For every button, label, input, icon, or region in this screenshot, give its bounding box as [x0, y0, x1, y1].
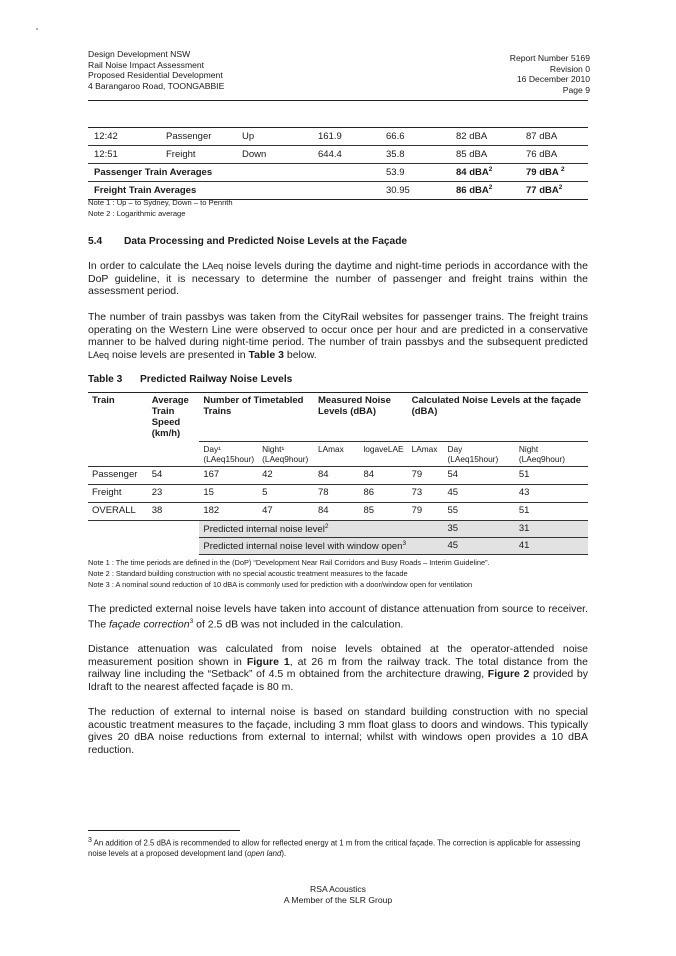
table-caption: [88, 374, 292, 385]
cell: 51: [515, 466, 588, 484]
header-row: [88, 393, 588, 442]
table-note: Note 1 : The time periods are defined in the (DoP) “Development Near Rail Corridors and Busy Roads – Interim Guideline”.: [88, 558, 490, 567]
header-line: Proposed Residential Development: [88, 70, 223, 81]
subheader-calc-night: Night (LAeq9hour): [515, 441, 588, 466]
footer-company: RSA Acoustics: [310, 884, 366, 894]
paragraph: The reduction of external to internal noise is based on standard building construction with no special acoustic treatment measures to the façade, including 3 mm float glass to doors and windows. This typically gives 20 dBA noise reductions from external to internal; whilst with windows open provides a 10 dBA reduction.: [88, 706, 588, 756]
scan-speck: [36, 28, 38, 30]
cell: 42: [258, 466, 314, 484]
table-note: Note 2 : Logarithmic average: [88, 209, 186, 218]
cell: 12:42: [88, 128, 160, 146]
predicted-night: 31: [515, 520, 588, 537]
cell: Down: [236, 146, 312, 164]
header-divider: [88, 100, 588, 101]
cell: 161.9: [312, 128, 380, 146]
cell: 78: [314, 484, 359, 502]
avg-speed: 30.95: [380, 182, 450, 200]
predicted-label: Predicted internal noise level$^2$: [199, 520, 443, 537]
train-passby-table: [88, 127, 588, 200]
page-number: Page 9: [562, 84, 590, 95]
subheader-lamax: LAmax: [314, 441, 359, 466]
subheader-lamax: LAmax: [408, 441, 444, 466]
table-note: Note 3 : A nominal sound reduction of 10 dBA is commonly used for prediction with a door/window open for ventilation: [88, 580, 473, 589]
section-title: Data Processing and Predicted Noise Levels at the Façade: [124, 236, 408, 247]
cell: Up: [236, 128, 312, 146]
subheader-night: Night¹ (LAeq9hour): [258, 441, 314, 466]
paragraph: In order to calculate the LAeq noise levels during the daytime and night-time periods in accordance with the DoP guideline, it is necessary to determine the number of passenger and freight trains within the assessment period.: [88, 260, 588, 297]
table-row: [88, 146, 588, 164]
avg-night: 79 dBA $^2$: [520, 164, 588, 182]
cell: 84: [314, 502, 359, 520]
cell: 43: [515, 484, 588, 502]
header-right: [510, 53, 590, 95]
cell: 38: [148, 502, 200, 520]
avg-speed: 53.9: [380, 164, 450, 182]
report-date: 16 December 2010: [516, 74, 590, 85]
cell: 84: [359, 466, 407, 484]
paragraph: The predicted external noise levels have taken into account of distance attenuation from source to receiver. The façade correction$^3$ of 2.5 dB was not included in the calculation.: [88, 603, 588, 630]
predicted-day: 35: [443, 520, 514, 537]
cell: 66.6: [380, 128, 450, 146]
header-line: Design Development NSW: [88, 49, 191, 59]
table-row: [88, 484, 588, 502]
header-line: 4 Barangaroo Road, TOONGABBIE: [88, 80, 225, 91]
cell: Passenger: [88, 466, 148, 484]
col-header-calculated: Calculated Noise Levels at the façade (dBA): [408, 393, 588, 442]
cell: 79: [408, 502, 444, 520]
cell: 55: [443, 502, 514, 520]
subheader-logave: logaveLAE: [359, 441, 407, 466]
report-number: Report Number 5169: [509, 53, 590, 63]
cell: 85 dBA: [450, 146, 520, 164]
table-title: Predicted Railway Noise Levels: [140, 374, 293, 385]
predicted-night: 41: [515, 537, 588, 554]
page-footer: [0, 884, 676, 906]
cell: 82 dBA: [450, 128, 520, 146]
col-header-speed: Average Train Speed (km/h): [148, 393, 200, 442]
col-header-timetabled: Number of Timetabled Trains: [199, 393, 314, 442]
cell: 79: [408, 466, 444, 484]
table-row: [88, 128, 588, 146]
cell: Passenger: [160, 128, 236, 146]
table1-notes: [88, 197, 233, 219]
cell: 23: [148, 484, 200, 502]
cell: OVERALL: [88, 502, 148, 520]
paragraph: The number of train passbys was taken from the CityRail websites for passenger trains. The freight trains operating on the Western Line were observed to occur once per hour and are predicted in a conservative manner to be halved during night-time period. The number of train passbys and the subsequent predicted LAeq noise levels are presented in Table 3 below.: [88, 311, 588, 361]
table-row: [88, 502, 588, 520]
cell: 51: [515, 502, 588, 520]
table-note: Note 2 : Standard building construction with no special acoustic treatment measures to the facade: [88, 569, 408, 578]
footnote: $^3$ An addition of 2.5 dBA is recommended to allow for reflected energy at 1 m from the critical façade. The correction is applicable for assessing noise levels at a proposed development land (open land).: [88, 837, 581, 858]
subheader-row: [88, 441, 588, 466]
predicted-label: Predicted internal noise level with window open$^3$: [199, 537, 443, 554]
avg-day: 86 dBA$^2$: [450, 182, 520, 200]
header-left: [88, 49, 224, 91]
cell: 35.8: [380, 146, 450, 164]
table3-notes: [88, 557, 490, 590]
avg-label: Freight Train Averages: [88, 182, 380, 200]
average-row: [88, 164, 588, 182]
cell: 12:51: [88, 146, 160, 164]
paragraph: Distance attenuation was calculated from noise levels obtained at the operator-attended noise measurement position shown in Figure 1, at 26 m from the railway track. The total distance from the railway line including the “Setback” of 4.5 m obtained from the architecture drawing, Figure 2 provided by Idraft to the nearest affected façade is 80 m.: [88, 643, 588, 693]
avg-night: 77 dBA$^2$: [520, 182, 588, 200]
section-heading: [88, 236, 407, 247]
cell: 15: [199, 484, 258, 502]
cell: 167: [199, 466, 258, 484]
predicted-noise-table: [88, 392, 588, 555]
footnote-divider: [88, 830, 240, 831]
col-header-train: Train: [88, 393, 148, 442]
cell: 54: [148, 466, 200, 484]
subheader-calc-day: Day (LAeq15hour): [443, 441, 514, 466]
cell: 84: [314, 466, 359, 484]
predicted-row: [88, 537, 588, 554]
header-line: Rail Noise Impact Assessment: [88, 59, 205, 70]
section-number: 5.4: [88, 236, 103, 247]
cell: Freight: [160, 146, 236, 164]
cell: 86: [359, 484, 407, 502]
cell: 45: [443, 484, 514, 502]
cell: 54: [443, 466, 514, 484]
table-note: Note 1 : Up – to Sydney, Down – to Penrith: [88, 198, 233, 207]
cell: 73: [408, 484, 444, 502]
cell: 76 dBA: [520, 146, 588, 164]
table-row: [88, 466, 588, 484]
cell: 85: [359, 502, 407, 520]
table-number: Table 3: [88, 374, 123, 385]
avg-label: Passenger Train Averages: [88, 164, 380, 182]
cell: 644.4: [312, 146, 380, 164]
subheader-day: Day¹ (LAeq15hour): [199, 441, 258, 466]
predicted-row: [88, 520, 588, 537]
cell: 47: [258, 502, 314, 520]
cell: 5: [258, 484, 314, 502]
footer-group: A Member of the SLR Group: [283, 895, 393, 905]
cell: Freight: [88, 484, 148, 502]
cell: 87 dBA: [520, 128, 588, 146]
revision: Revision 0: [549, 63, 590, 74]
cell: 182: [199, 502, 258, 520]
avg-day: 84 dBA$^2$: [450, 164, 520, 182]
predicted-day: 45: [443, 537, 514, 554]
col-header-measured: Measured Noise Levels (dBA): [314, 393, 408, 442]
